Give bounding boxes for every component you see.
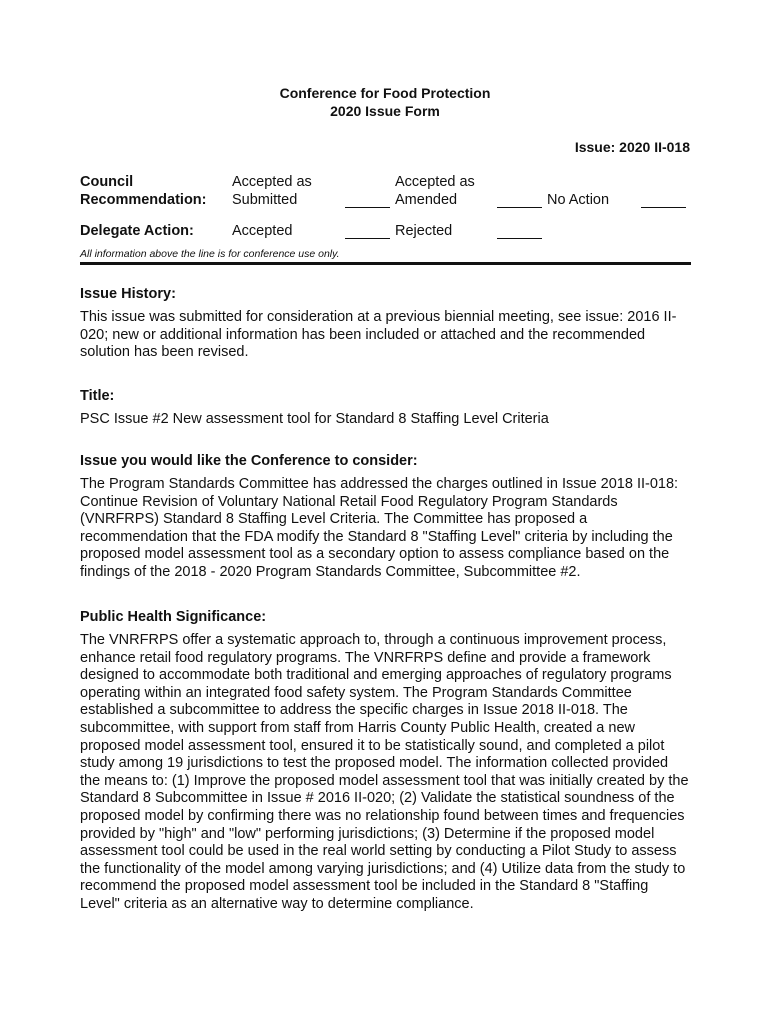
title-body: PSC Issue #2 New assessment tool for Standard 8 Staffing Level Criteria xyxy=(80,411,549,427)
public-health-section xyxy=(80,608,691,914)
public-health-body: The VNRFRPS offer a systematic approach to, through a continuous improvement process, enhance retail food regulatory programs. The VNRFRPS define and provide a framework designed to accommodate both traditional and emerging approaches of regulatory programs operating within an integrated food safety system. The Program Standards Committee established a subcommittee to address the specific charges in Issue 2018 II-018. The subcommittee, with support from staff from Harris County Public Health, created a new proposed model assessment tool, ensured it to be statistically sound, and completed a pilot study among 19 jurisdictions to test the proposed model. The information collected provided the means to: (1) Improve the proposed model assessment tool that was initially created by the Standard 8 Subcommittee in Issue # 2016 II-020; (2) Validate the statistical soundness of the proposed model by confirming there was no relationship found between times and frequencies provided by "high" and "low" performing jurisdictions; (3) Determine if the proposed model assessment tool could be used in the real world setting by conducting a Pilot Study to assess the functionality of the model among varying jurisdictions; and (4) Utilize data from the study to recommend the proposed model assessment tool be included in the Standard 8 "Staffing Level" criteria as an alternative way to determine compliance. xyxy=(80,632,689,912)
issue-history-body: This issue was submitted for consideration at a previous biennial meeting, see issue: 2016 II-020; new or additional information has been included or attached and the recommended solution has been revised. xyxy=(80,309,677,361)
document-header xyxy=(0,84,770,120)
council-recommendation-label: Council Recommendation: xyxy=(80,174,207,208)
form-title: 2020 Issue Form xyxy=(330,103,440,119)
council-option-accepted-amended: Accepted as Amended xyxy=(395,174,475,208)
issue-consider-heading: Issue you would like the Conference to consider: xyxy=(80,453,418,469)
delegate-option-rejected: Rejected xyxy=(395,223,453,239)
divider-rule xyxy=(80,262,691,265)
council-amended-blank[interactable] xyxy=(497,207,542,208)
issue-consider-section xyxy=(80,452,691,582)
delegate-rejected-blank[interactable] xyxy=(497,238,542,239)
council-submitted-blank[interactable] xyxy=(345,207,390,208)
council-option-no-action: No Action xyxy=(547,192,610,208)
council-no-action-blank[interactable] xyxy=(641,207,686,208)
title-heading: Title: xyxy=(80,388,115,404)
issue-number: Issue: 2020 II-018 xyxy=(574,139,690,155)
delegate-accepted-blank[interactable] xyxy=(345,238,390,239)
title-section xyxy=(80,387,691,429)
public-health-heading: Public Health Significance: xyxy=(80,609,267,625)
delegate-option-accepted: Accepted xyxy=(232,223,293,239)
conference-title: Conference for Food Protection xyxy=(279,85,491,101)
council-option-accepted-submitted: Accepted as Submitted xyxy=(232,174,312,208)
conference-use-note: All information above the line is for conference use only. xyxy=(80,248,340,260)
issue-history-section xyxy=(80,285,691,362)
issue-consider-body: The Program Standards Committee has addressed the charges outlined in Issue 2018 II-018: Continue Revision of Voluntary National Retail Food Regulatory Program Standards (VNRFRPS) Standard 8 Staffing Level Criteria. The Committee has proposed a recommendation that the FDA modify the Standard 8 "Staffing Level" criteria by including the proposed model assessment tool as a secondary option to assess compliance based on the findings of the 2018 - 2020 Program Standards Committee, Subcommittee #2. xyxy=(80,476,679,580)
issue-history-heading: Issue History: xyxy=(80,286,176,302)
delegate-action-label: Delegate Action: xyxy=(80,223,194,239)
